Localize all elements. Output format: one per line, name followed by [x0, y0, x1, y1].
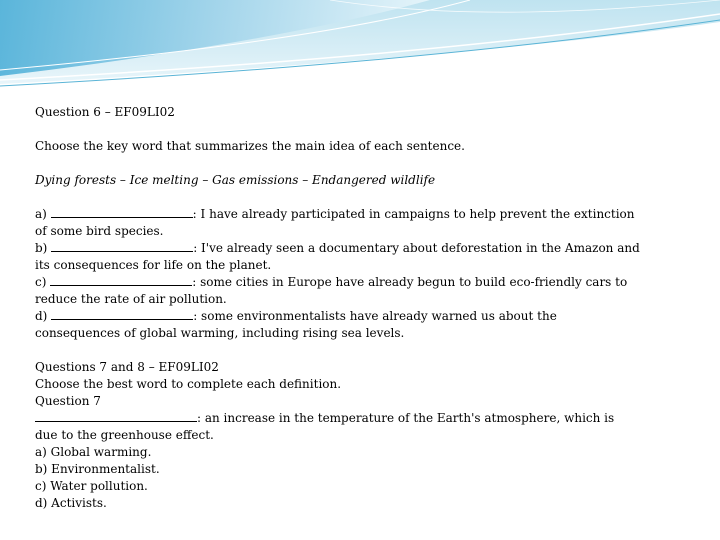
answer-blank: [51, 308, 193, 320]
answer-blank: [35, 410, 197, 422]
questions-7-8-title: Questions 7 and 8 – EF09LI02: [35, 360, 219, 374]
question-6-instruction: Choose the key word that summarizes the main idea of each sentence.: [35, 139, 465, 153]
item-a: a) : I have already participated in campaigns to help prevent the extinction of some bird species.: [35, 207, 635, 238]
item-d: d) : some environmentalists have already warned us about the consequences of global warming, including rising sea levels.: [35, 309, 557, 340]
question-6-title: Question 6 – EF09LI02: [35, 105, 175, 119]
word-options: Dying forests – Ice melting – Gas emissions – Endangered wildlife: [35, 173, 436, 187]
item-c: c) : some cities in Europe have already begun to build eco-friendly cars to reduce the rate of air pollution.: [35, 275, 628, 306]
decorative-banner: [0, 0, 720, 90]
answer-c: c) Water pollution.: [35, 479, 148, 493]
answer-d: d) Activists.: [35, 496, 107, 510]
worksheet: [35, 104, 640, 512]
answer-blank: [51, 240, 193, 252]
answer-b: b) Environmentalist.: [35, 462, 160, 476]
answer-blank: [51, 206, 193, 218]
question-7-title: Question 7: [35, 394, 101, 408]
item-b: b) : I've already seen a documentary about deforestation in the Amazon and its consequences for life on the planet.: [35, 241, 640, 272]
questions-7-8-instruction: Choose the best word to complete each definition.: [35, 377, 342, 391]
answer-blank: [50, 274, 192, 286]
answer-a: a) Global warming.: [35, 445, 152, 459]
question-7-definition: : an increase in the temperature of the Earth's atmosphere, which is due to the greenhouse effect.: [35, 411, 615, 442]
